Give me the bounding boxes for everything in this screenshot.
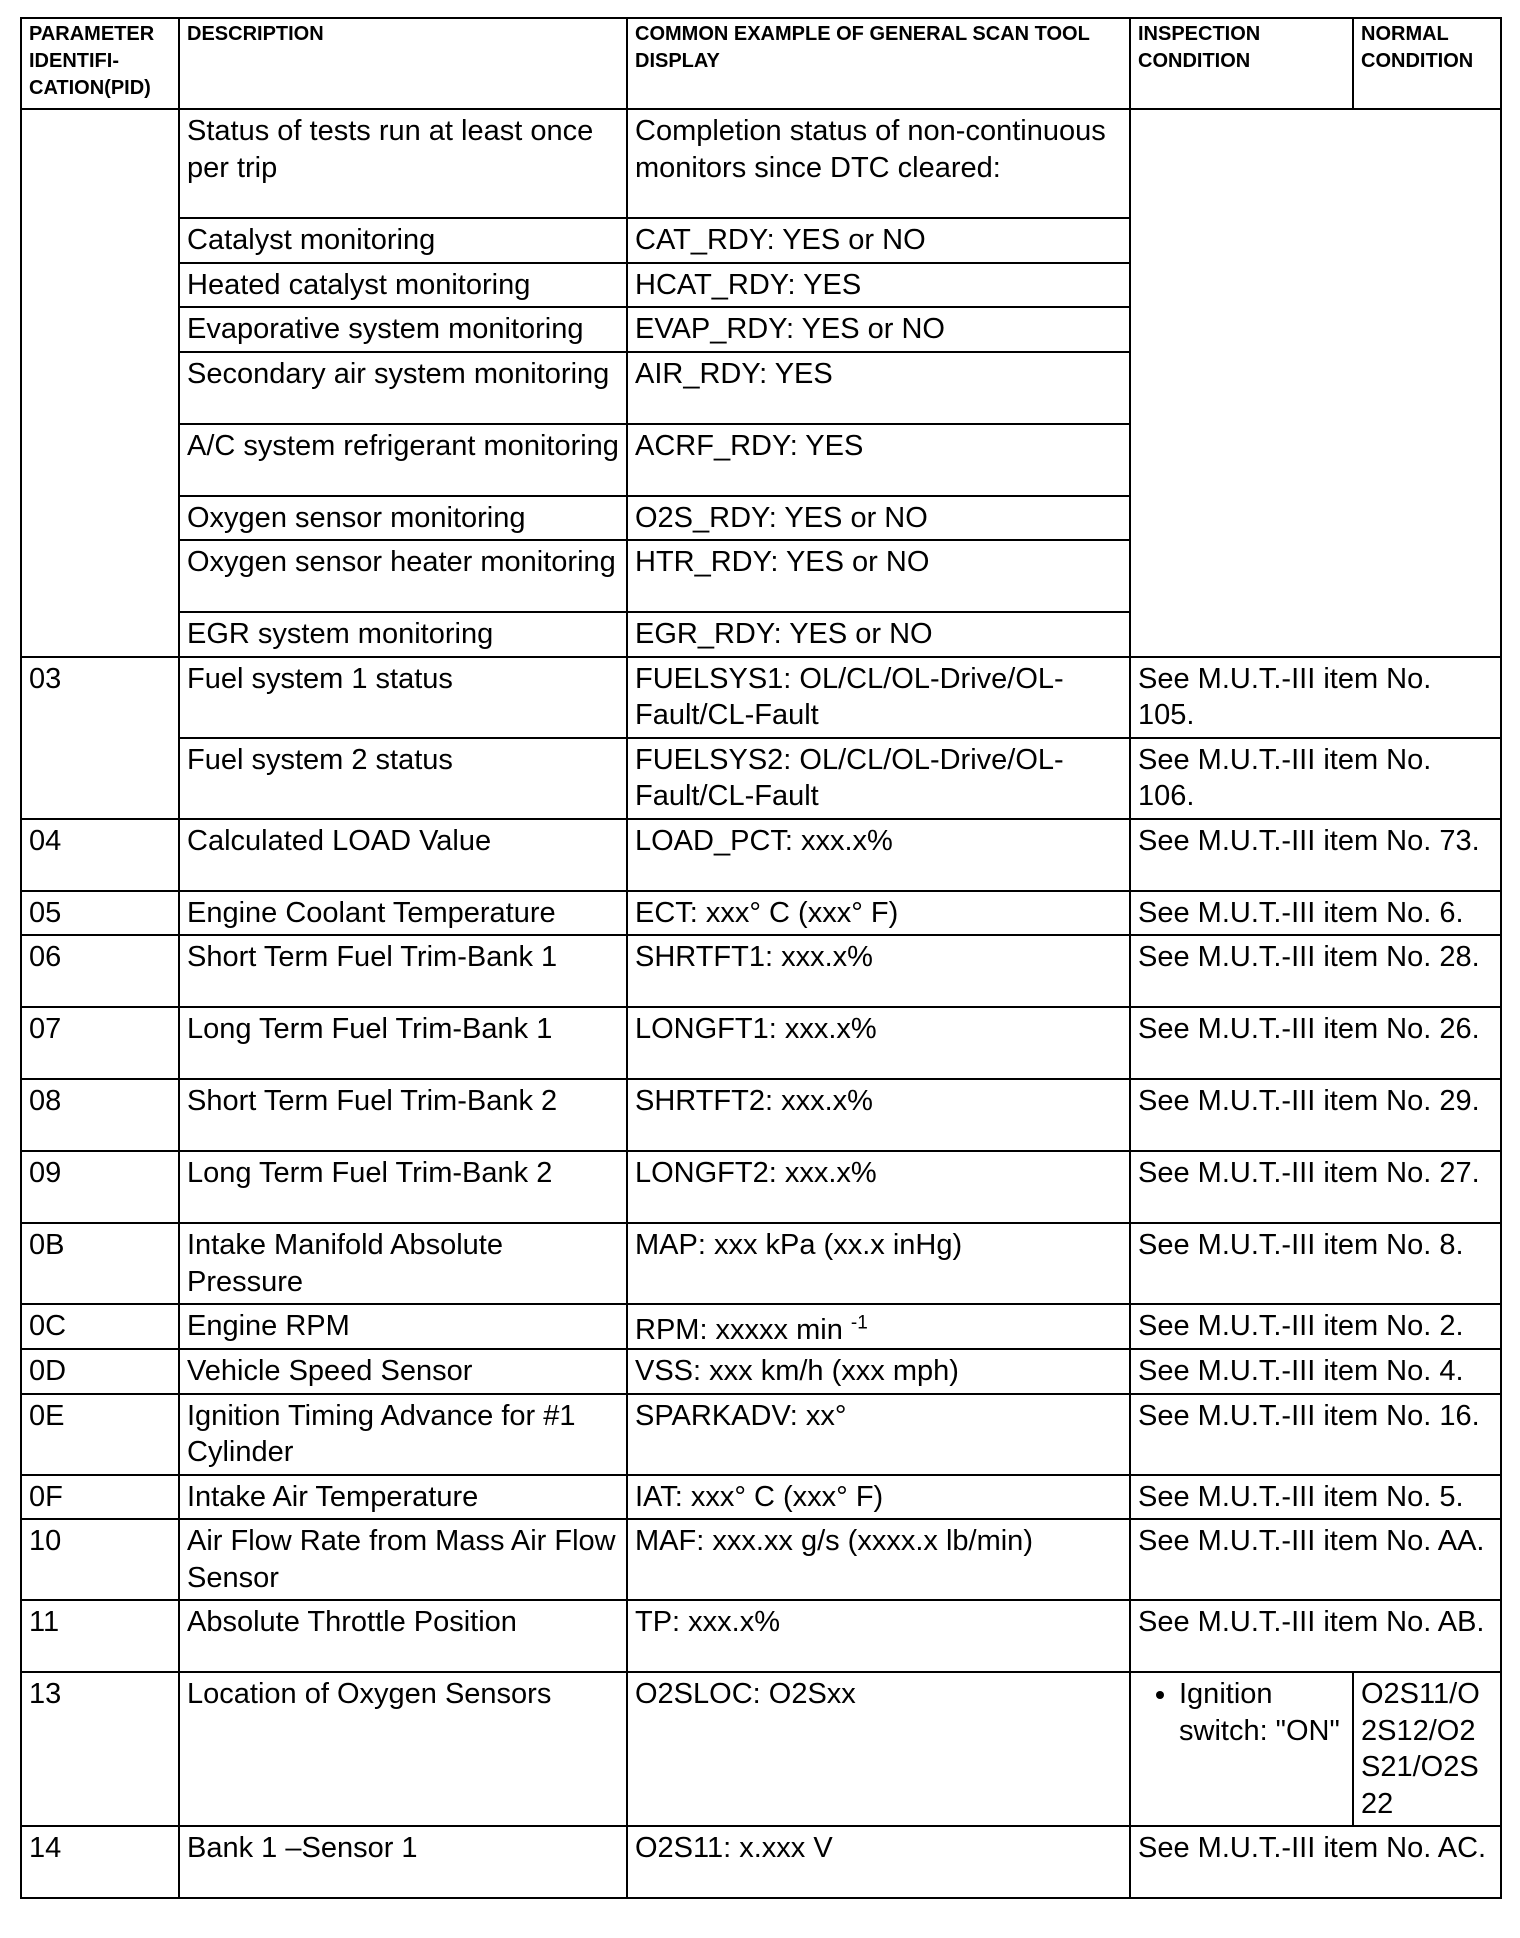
display-cell: LONGFT1: xxx.x% <box>627 1007 1130 1079</box>
display-cell: LOAD_PCT: xxx.x% <box>627 819 1130 891</box>
pid-cell: 09 <box>21 1151 179 1223</box>
table-row <box>21 1394 1501 1475</box>
display-cell: FUELSYS2: OL/CL/OL-Drive/OL-Fault/CL-Fault <box>627 738 1130 819</box>
pid-cell: 11 <box>21 1600 179 1672</box>
description-cell: EGR system monitoring <box>179 612 627 657</box>
description-cell: Evaporative system monitoring <box>179 307 627 352</box>
rpm-exponent: -1 <box>850 1312 868 1334</box>
description-cell: Secondary air system monitoring <box>179 352 627 424</box>
description-cell: Catalyst monitoring <box>179 218 627 263</box>
description-cell: Oxygen sensor monitoring <box>179 496 627 541</box>
header-description: DESCRIPTION <box>179 18 627 109</box>
display-cell: EVAP_RDY: YES or NO <box>627 307 1130 352</box>
display-cell: SHRTFT2: xxx.x% <box>627 1079 1130 1151</box>
pid-table <box>20 17 1502 1899</box>
description-cell: Ignition Timing Advance for #1 Cylinder <box>179 1394 627 1475</box>
table-row <box>21 657 1501 738</box>
display-cell: IAT: xxx° C (xxx° F) <box>627 1475 1130 1520</box>
pid-cell: 0D <box>21 1349 179 1394</box>
pid-cell: 13 <box>21 1672 179 1826</box>
pid-cell <box>21 109 179 657</box>
condition-cell: See M.U.T.-III item No. 2. <box>1130 1304 1501 1349</box>
condition-cell: See M.U.T.-III item No. 105. <box>1130 657 1501 738</box>
display-cell: EGR_RDY: YES or NO <box>627 612 1130 657</box>
display-cell: ACRF_RDY: YES <box>627 424 1130 496</box>
display-cell: FUELSYS1: OL/CL/OL-Drive/OL-Fault/CL-Fault <box>627 657 1130 738</box>
description-cell: Vehicle Speed Sensor <box>179 1349 627 1394</box>
pid-cell: 07 <box>21 1007 179 1079</box>
description-cell: Engine Coolant Temperature <box>179 891 627 936</box>
condition-cell <box>1130 109 1501 657</box>
description-cell: Air Flow Rate from Mass Air Flow Sensor <box>179 1519 627 1600</box>
table-row <box>21 1672 1501 1826</box>
display-cell: O2SLOC: O2Sxx <box>627 1672 1130 1826</box>
display-cell <box>627 1304 1130 1349</box>
display-cell: SPARKADV: xx° <box>627 1394 1130 1475</box>
condition-cell: See M.U.T.-III item No. 27. <box>1130 1151 1501 1223</box>
table-row <box>21 891 1501 936</box>
description-cell: Long Term Fuel Trim-Bank 2 <box>179 1151 627 1223</box>
condition-cell: See M.U.T.-III item No. 28. <box>1130 935 1501 1007</box>
description-cell: Intake Air Temperature <box>179 1475 627 1520</box>
table-row <box>21 738 1501 819</box>
inspection-list <box>1138 1676 1345 1749</box>
condition-cell: See M.U.T.-III item No. 16. <box>1130 1394 1501 1475</box>
description-cell: Intake Manifold Absolute Pressure <box>179 1223 627 1304</box>
display-cell: Completion status of non-continuous monitors since DTC cleared: <box>627 109 1130 218</box>
display-cell: AIR_RDY: YES <box>627 352 1130 424</box>
description-cell: Heated catalyst monitoring <box>179 263 627 308</box>
display-cell: HTR_RDY: YES or NO <box>627 540 1130 612</box>
condition-cell: See M.U.T.-III item No. 8. <box>1130 1223 1501 1304</box>
pid-cell: 0F <box>21 1475 179 1520</box>
table-row <box>21 1223 1501 1304</box>
display-cell: CAT_RDY: YES or NO <box>627 218 1130 263</box>
header-normal: NORMAL CONDITION <box>1353 18 1501 109</box>
pid-cell: 04 <box>21 819 179 891</box>
table-row <box>21 1600 1501 1672</box>
description-cell: Absolute Throttle Position <box>179 1600 627 1672</box>
normal-cell: O2S11/O2S12/O2S21/O2S22 <box>1353 1672 1501 1826</box>
table-row <box>21 1151 1501 1223</box>
condition-cell: See M.U.T.-III item No. 26. <box>1130 1007 1501 1079</box>
table-row <box>21 1079 1501 1151</box>
table-row <box>21 1007 1501 1079</box>
display-cell: MAF: xxx.xx g/s (xxxx.x lb/min) <box>627 1519 1130 1600</box>
description-cell: Location of Oxygen Sensors <box>179 1672 627 1826</box>
description-cell: A/C system refrigerant monitoring <box>179 424 627 496</box>
inspection-cell <box>1130 1672 1353 1826</box>
pid-cell: 03 <box>21 657 179 819</box>
condition-cell: See M.U.T.-III item No. 4. <box>1130 1349 1501 1394</box>
pid-cell: 08 <box>21 1079 179 1151</box>
condition-cell: See M.U.T.-III item No. AC. <box>1130 1826 1501 1898</box>
display-cell: HCAT_RDY: YES <box>627 263 1130 308</box>
display-cell: O2S_RDY: YES or NO <box>627 496 1130 541</box>
table-row <box>21 935 1501 1007</box>
table-row <box>21 819 1501 891</box>
pid-cell: 10 <box>21 1519 179 1600</box>
description-cell: Oxygen sensor heater monitoring <box>179 540 627 612</box>
rpm-display-text: RPM: xxxxx min <box>635 1314 843 1346</box>
table-row <box>21 1349 1501 1394</box>
header-row <box>21 18 1501 109</box>
pid-cell: 0C <box>21 1304 179 1349</box>
table-row <box>21 1304 1501 1349</box>
description-cell: Calculated LOAD Value <box>179 819 627 891</box>
description-cell: Fuel system 1 status <box>179 657 627 738</box>
display-cell: VSS: xxx km/h (xxx mph) <box>627 1349 1130 1394</box>
pid-cell: 0B <box>21 1223 179 1304</box>
description-cell: Engine RPM <box>179 1304 627 1349</box>
table-row <box>21 1519 1501 1600</box>
pid-cell: 14 <box>21 1826 179 1898</box>
condition-cell: See M.U.T.-III item No. 106. <box>1130 738 1501 819</box>
pid-cell: 05 <box>21 891 179 936</box>
inspection-item: • Ignition switch: "ON" <box>1179 1676 1345 1749</box>
header-pid: PARAMETER IDENTIFI-CATION(PID) <box>21 18 179 109</box>
header-display: COMMON EXAMPLE OF GENERAL SCAN TOOL DISPLAY <box>627 18 1130 109</box>
display-cell: SHRTFT1: xxx.x% <box>627 935 1130 1007</box>
display-cell: MAP: xxx kPa (xx.x inHg) <box>627 1223 1130 1304</box>
table-row <box>21 1475 1501 1520</box>
condition-cell: See M.U.T.-III item No. AB. <box>1130 1600 1501 1672</box>
pid-cell: 06 <box>21 935 179 1007</box>
description-cell: Short Term Fuel Trim-Bank 1 <box>179 935 627 1007</box>
description-cell: Short Term Fuel Trim-Bank 2 <box>179 1079 627 1151</box>
header-inspection: INSPECTION CONDITION <box>1130 18 1353 109</box>
condition-cell: See M.U.T.-III item No. 73. <box>1130 819 1501 891</box>
display-cell: ECT: xxx° C (xxx° F) <box>627 891 1130 936</box>
pid-cell: 0E <box>21 1394 179 1475</box>
description-cell: Status of tests run at least once per trip <box>179 109 627 218</box>
description-cell: Long Term Fuel Trim-Bank 1 <box>179 1007 627 1079</box>
condition-cell: See M.U.T.-III item No. 5. <box>1130 1475 1501 1520</box>
condition-cell: See M.U.T.-III item No. AA. <box>1130 1519 1501 1600</box>
description-cell: Bank 1 –Sensor 1 <box>179 1826 627 1898</box>
table-row <box>21 109 1501 218</box>
condition-cell: See M.U.T.-III item No. 29. <box>1130 1079 1501 1151</box>
display-cell: LONGFT2: xxx.x% <box>627 1151 1130 1223</box>
condition-cell: See M.U.T.-III item No. 6. <box>1130 891 1501 936</box>
display-cell: TP: xxx.x% <box>627 1600 1130 1672</box>
description-cell: Fuel system 2 status <box>179 738 627 819</box>
display-cell: O2S11: x.xxx V <box>627 1826 1130 1898</box>
table-row <box>21 1826 1501 1898</box>
